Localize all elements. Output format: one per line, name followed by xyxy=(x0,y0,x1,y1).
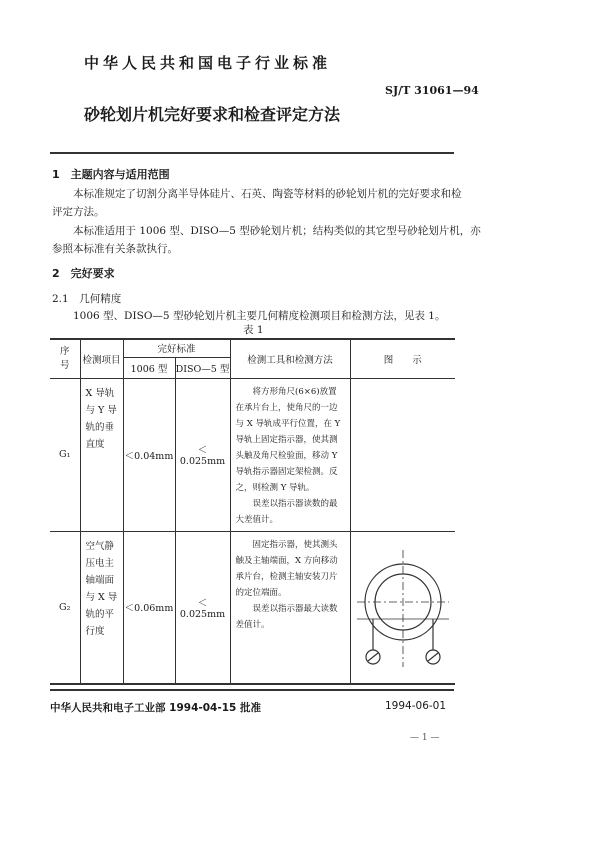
row-figure xyxy=(350,378,455,531)
header-std-1006: 1006 型 xyxy=(123,357,175,378)
row-seq: G₁ xyxy=(50,378,80,531)
row-seq: G₂ xyxy=(50,531,80,684)
row-std-1006: ＜0.04mm xyxy=(123,378,175,531)
effective-date: 1994-06-01 xyxy=(385,700,447,712)
table-row xyxy=(50,531,455,684)
table-caption: 表 1 xyxy=(243,324,264,336)
footer-rule xyxy=(50,689,454,691)
section-2-1-heading: 2.1 几何精度 xyxy=(52,293,122,305)
row-std-1006: ＜0.06mm xyxy=(123,531,175,684)
section-1-paragraph-2b: 参照本标准有关条款执行。 xyxy=(52,243,178,255)
row-item: X 导轨与 Y 导轨的垂直度 xyxy=(80,378,123,531)
method-error: 误差以指示器最大读数差值计。 xyxy=(235,603,338,630)
section-1-paragraph-2a: 本标准适用于 1006 型、DISO—5 型砂轮划片机；结构类似的其它型号砂轮划片机，亦 xyxy=(73,225,481,237)
header-standard: 完好标准 xyxy=(123,339,230,357)
header-rule xyxy=(50,152,454,154)
document-title: 砂轮划片机完好要求和检查评定方法 xyxy=(84,105,341,124)
approval-statement: 中华人民共和电子工业部 1994-04-15 批准 xyxy=(50,702,261,714)
header-method: 检测工具和检测方法 xyxy=(230,339,350,378)
section-1-paragraph-1a: 本标准规定了切割分离半导体硅片、石英、陶瓷等材料的砂轮划片机的完好要求和检 xyxy=(73,188,462,200)
header-std-diso: DISO—5 型 xyxy=(175,357,230,378)
header-figure: 图 示 xyxy=(350,339,455,378)
method-error: 误差以指示器读数的最大差值计。 xyxy=(235,498,338,525)
row-std-diso: ＜0.025mm xyxy=(175,531,230,684)
section-2-heading: 2 完好要求 xyxy=(52,267,115,280)
section-2-1-paragraph: 1006 型、DISO—5 型砂轮划片机主要几何精度检测项目和检测方法，见表 1。 xyxy=(73,310,446,322)
row-method xyxy=(230,378,350,531)
standard-code: SJ/T 31061—94 xyxy=(385,84,479,97)
row-figure xyxy=(350,531,455,684)
header-item: 检测项目 xyxy=(80,339,123,378)
section-1-heading: 1 主题内容与适用范围 xyxy=(52,168,170,181)
geometric-accuracy-table xyxy=(50,338,455,685)
issuing-organization: 中华人民共和国电子行业标准 xyxy=(84,54,332,72)
page-number: — 1 — xyxy=(410,733,440,743)
method-procedure: 固定指示器，使其测头触及主轴端面，X 方向移动承片台，检测主轴安装刀片的定位端面。 xyxy=(235,539,338,598)
spindle-ring-diagram-icon xyxy=(351,532,456,680)
method-procedure: 将方形角尺(6×6)放置在承片台上，使角尺的一边与 X 导轨成平行位置，在 Y 导轨上固定指示器，使其测头触及角尺检验面，移动 Y 导轨指示器固定架检测。反之，则检测 Y 导轨。 xyxy=(235,386,341,493)
table-row xyxy=(50,378,455,531)
row-item: 空气静压电主轴端面与 X 导轨的平行度 xyxy=(80,531,123,684)
row-std-diso: ＜0.025mm xyxy=(175,378,230,531)
header-seq: 序号 xyxy=(50,339,80,378)
row-method xyxy=(230,531,350,684)
section-1-paragraph-1b: 评定方法。 xyxy=(52,206,105,218)
